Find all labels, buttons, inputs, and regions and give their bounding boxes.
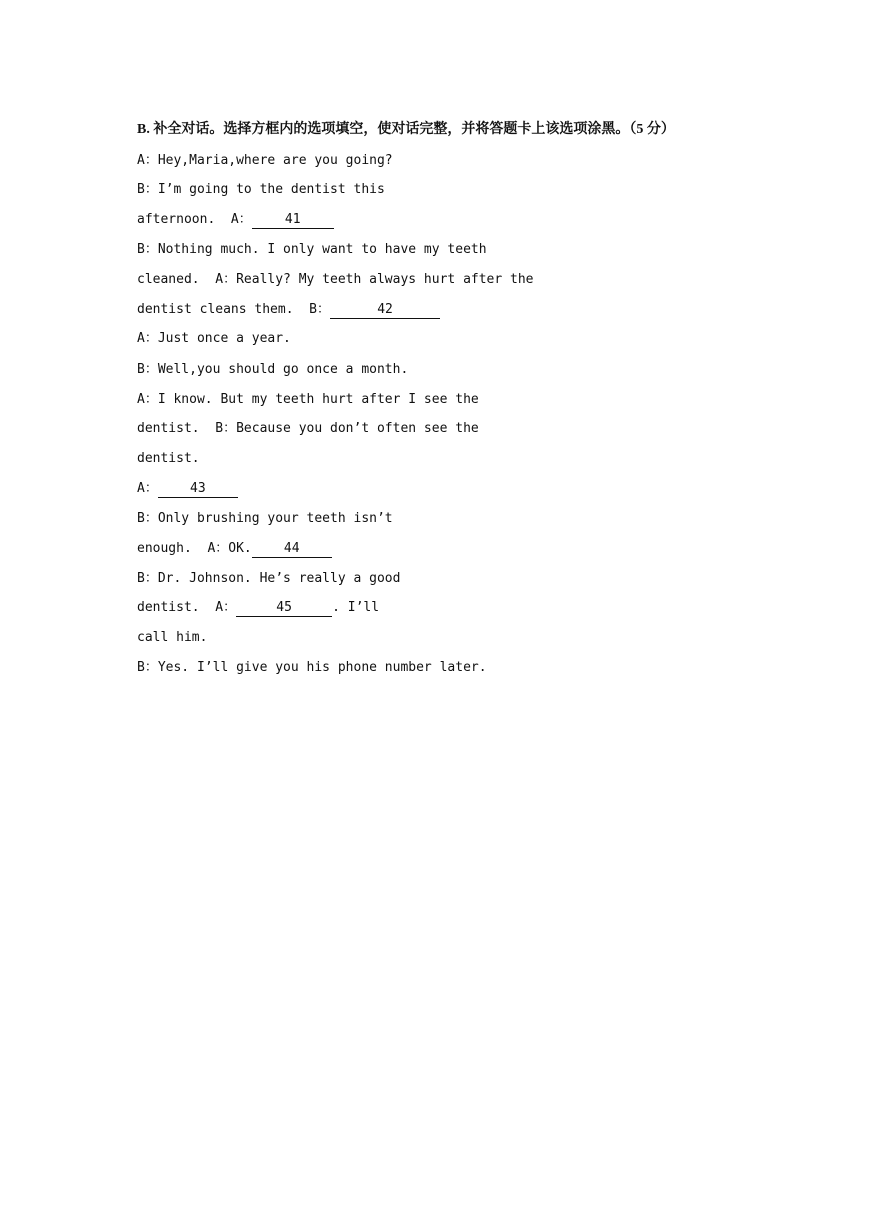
dialogue-line-11: dentist. — [137, 451, 200, 466]
dialogue-line-13: B：Only brushing your teeth isn’t — [137, 511, 393, 526]
blank-41: 41 — [252, 213, 334, 229]
dialogue-text: dentist. A： — [137, 600, 237, 615]
dialogue-line-8: B：Well,you should go once a month. — [137, 362, 409, 377]
dialogue-text: dentist cleans them. B： — [137, 302, 331, 317]
dialogue-line-7: A：Just once a year. — [137, 331, 291, 346]
dialogue-line-9: A：I know. But my teeth hurt after I see the — [137, 392, 479, 407]
blank-43: 43 — [158, 482, 238, 498]
blank-42: 42 — [330, 303, 440, 319]
dialogue-line-15: B：Dr. Johnson. He’s really a good — [137, 571, 401, 586]
dialogue-line-1: A：Hey,Maria,where are you going? — [137, 153, 393, 168]
dialogue-line-10: dentist. B：Because you don’t often see the — [137, 421, 479, 436]
dialogue-line-12 — [137, 481, 238, 498]
dialogue-line-2: B：I’m going to the dentist this — [137, 182, 385, 197]
dialogue-line-18: B：Yes. I’ll give you his phone number later. — [137, 660, 487, 675]
dialogue-line-3 — [137, 212, 334, 229]
dialogue-line-16 — [137, 600, 379, 617]
dialogue-text: A： — [137, 481, 158, 496]
section-heading: B. 补全对话。选择方框内的选项填空，使对话完整，并将答题卡上该选项涂黑。（5 分） — [137, 122, 675, 137]
dialogue-text: . I’ll — [332, 600, 380, 615]
dialogue-text: enough. A：OK. — [137, 541, 252, 556]
dialogue-line-6 — [137, 302, 440, 319]
blank-44: 44 — [252, 542, 332, 558]
dialogue-line-5: cleaned. A：Really? My teeth always hurt after the — [137, 272, 534, 287]
dialogue-line-17: call him. — [137, 630, 208, 645]
dialogue-text: afternoon. A： — [137, 212, 252, 227]
dialogue-line-14 — [137, 541, 332, 558]
dialogue-line-4: B：Nothing much. I only want to have my teeth — [137, 242, 487, 257]
blank-45: 45 — [236, 601, 332, 617]
